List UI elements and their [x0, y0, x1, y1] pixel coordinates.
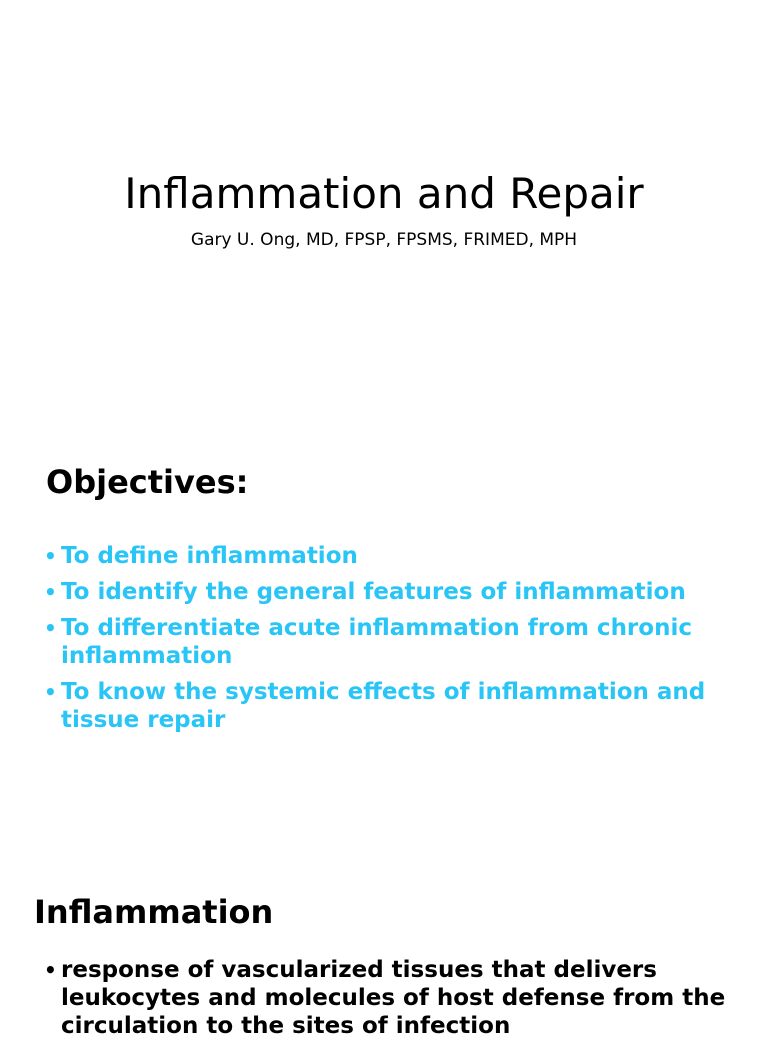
objective-text: To identify the general features of inflammation: [61, 579, 686, 605]
bullet-icon: •: [44, 958, 57, 982]
bullet-icon: •: [44, 580, 57, 604]
objective-text: To differentiate acute inflammation from chronic inflammation: [61, 615, 692, 669]
objectives-slide: [0, 436, 768, 868]
objective-text: To define inflammation: [61, 543, 358, 569]
objective-item: [44, 578, 724, 606]
inflammation-slide: [0, 868, 768, 1039]
bullet-icon: •: [44, 544, 57, 568]
objectives-heading: Objectives:: [46, 463, 249, 501]
inflammation-heading: Inflammation: [34, 893, 274, 931]
objective-text: To know the systemic effects of inflammation and tissue repair: [61, 679, 706, 733]
bullet-icon: •: [44, 680, 57, 704]
bullet-icon: •: [44, 616, 57, 640]
definition-text: response of vascularized tissues that delivers leukocytes and molecules of host defense from the circulation to the sites of infection: [61, 957, 726, 1039]
presentation-title: Inflammation and Repair: [124, 169, 644, 218]
objective-item: [44, 542, 724, 570]
title-slide: [0, 0, 768, 436]
definition-list: [44, 956, 744, 1040]
objectives-list: [44, 542, 724, 742]
definition-item: [44, 956, 744, 1040]
objective-item: [44, 614, 724, 670]
author-subtitle: Gary U. Ong, MD, FPSP, FPSMS, FRIMED, MPH: [190, 230, 578, 250]
objective-item: [44, 678, 724, 734]
